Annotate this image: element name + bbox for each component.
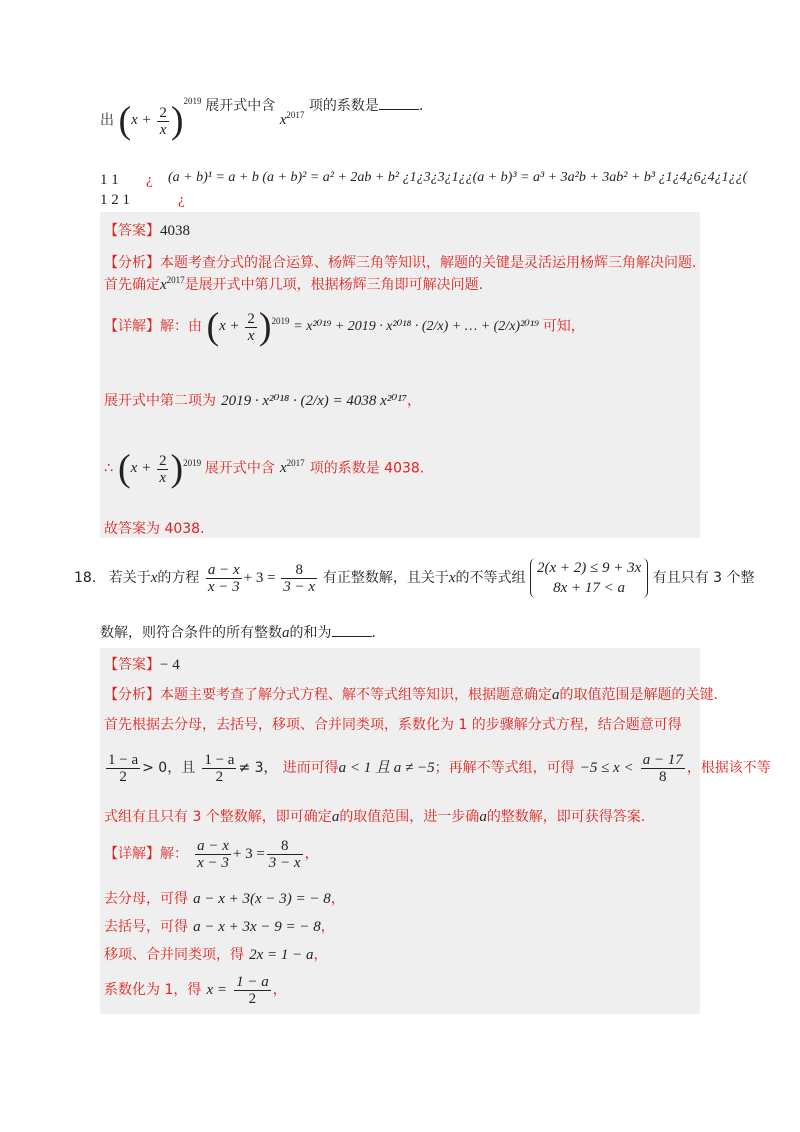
q17-analysis-line1: 【分析】本题考查分式的混合运算、杨辉三角等知识，解题的关键是灵活运用杨辉三角解决问题. (104, 255, 697, 271)
q17-prefix: 出 (100, 112, 114, 129)
q17-answer: 【答案】4038 (104, 223, 190, 239)
q17-therefore: ∴ (x + $\frac{2}{x}$ )$^{2019}$ 展开式中含 $x^{2017}$ 项的系数是 4038. (104, 448, 425, 490)
q18-step1: 去分母，可得 a − x + 3(x − 3) = − 8， (104, 891, 345, 907)
q17-analysis-line2: 首先确定$x^{2017}$是展开式中第几项，根据杨辉三角即可解决问题. (104, 275, 484, 293)
q18-analysis-line2: 首先根据去分母，去括号，移项、合并同类项，系数化为 1 的步骤解分式方程，结合题意可得 (104, 717, 682, 733)
q17-final: 故答案为 4038. (104, 521, 205, 537)
q18-analysis-line3: $\frac{1 - a}{2}$ > 0，且 $\frac{1 - a}{2}$ ≠ 3， 进而可得a < 1 且 a ≠ −5；再解不等式组，可得 −5 ≤ x < $\frac{a - 17}{8}$ ，根据该不等 (108, 752, 771, 785)
garbled-mark-2: ¿ (178, 192, 185, 208)
garbled-mark: ¿ (146, 172, 153, 188)
q18-detail: 【详解】解： $\frac{a - x}{x - 3}$ + 3 = $\frac{8}{3 - x}$ ， (104, 838, 319, 871)
q18-stem-line1: 18. 若关于x的方程 $\frac{a - x}{x - 3}$ + 3 = $\frac{8}{3 - x}$ 有正整数解，且关于x的不等式组 2(x + 2) ≤ 9 + 3x 8x + 17 < a 有且只有 3 个整 (74, 560, 755, 596)
q18-number: 18. (74, 570, 97, 586)
pascal-row1: 1 1 (100, 172, 119, 188)
q18-answer: 【答案】− 4 (104, 657, 180, 673)
q17-detail: 【详解】解：由 (x + $\frac{2}{x}$ )$^{2019}$ = x²⁰¹⁹ + 2019 · x²⁰¹⁸ · (2/x) + … + (2/x)²⁰¹⁹ 可知， (104, 306, 585, 348)
q17-second-term: 展开式中第二项为 2019 · x²⁰¹⁸ · (2/x) = 4038 x²⁰¹⁷， (104, 393, 422, 409)
pascal-row2: 1 2 1 (100, 192, 130, 208)
q17-binomial: (x + $\frac{2}{x}$ )$^{2019}$ (118, 96, 202, 142)
q18-analysis-line4: 式组有且只有 3 个整数解，即可确定a的取值范围，进一步确a的整数解，即可获得答案. (104, 809, 646, 825)
q17-answer-blank (379, 109, 419, 110)
q18-step3: 移项、合并同类项，得 2x = 1 − a， (104, 947, 328, 963)
q18-answer-box (100, 648, 771, 1014)
q17-x-term: $x^{2017}$ (279, 110, 305, 129)
q17-stem: 出 (x + $\frac{2}{x}$ )$^{2019}$ 展开式中含 $x^{2017}$ 项的系数是 . (100, 96, 424, 142)
q18-analysis-line1: 【分析】本题主要考查了解分式方程、解不等式组等知识，根据题意确定a的取值范围是解题的关键. (104, 687, 718, 703)
q18-stem-line2: 数解，则符合条件的所有整数a的和为 . (100, 625, 376, 641)
inequality-system: 2(x + 2) ≤ 9 + 3x 8x + 17 < a (530, 558, 648, 598)
garbled-formula: (a + b)¹ = a + b (a + b)² = a² + 2ab + b² ¿1¿3¿3¿1¿¿(a + b)³ = a³ + 3a²b + 3ab² + b³ ¿1¿4¿6¿4¿1¿¿( (168, 170, 748, 185)
q18-answer-blank (332, 636, 372, 637)
q18-step2: 去括号，可得 a − x + 3x − 9 = − 8， (104, 919, 335, 935)
q17-suffix: 项的系数是 (308, 98, 379, 115)
q18-step4: 系数化为 1，得 x = $\frac{1 - a}{2}$ ， (104, 974, 287, 1007)
q17-answer-box (100, 212, 700, 538)
q17-middle: 展开式中含 (205, 98, 276, 115)
